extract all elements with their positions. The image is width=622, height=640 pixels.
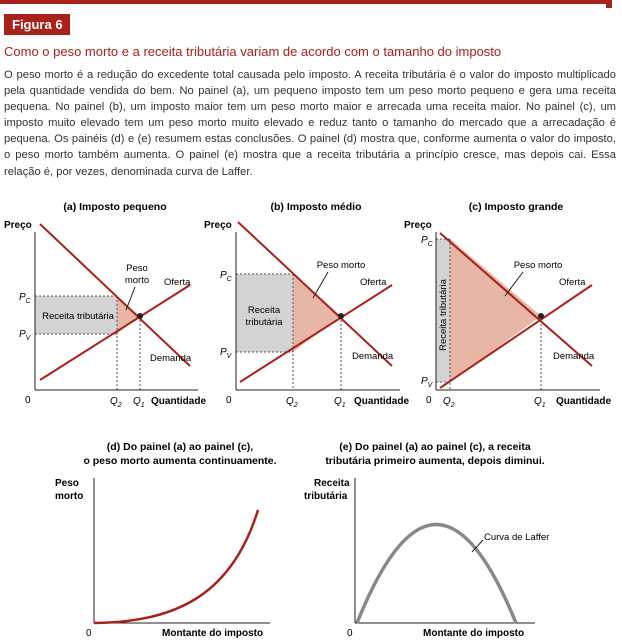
panel-e-laffer-label: Curva de Laffer — [484, 532, 550, 543]
panel-a-demand-curve — [40, 224, 190, 366]
panel-d-y-axis-label-1: Peso — [55, 478, 79, 489]
panel-b-pv-label: $P_V$ — [220, 347, 232, 360]
panel-d-y-axis-label-2: morto — [55, 491, 84, 502]
panel-b-q2-label: $Q_2$ — [286, 396, 298, 409]
panel-b-origin: 0 — [226, 395, 232, 406]
panel-c-y-axis-label: Preço — [404, 220, 432, 231]
panel-c-origin: 0 — [426, 395, 432, 406]
panel-d-deadweight-curve — [94, 510, 258, 623]
panel-a-pv-label: $P_V$ — [19, 329, 31, 342]
panel-b-x-axis-label: Quantidade — [354, 396, 410, 407]
panel-c-revenue-label: Receita tributária — [438, 279, 449, 351]
panel-a-equilibrium-point — [137, 313, 143, 319]
panel-a-title: (a) Imposto pequeno — [63, 201, 167, 213]
panel-a-q1-label: $Q_1$ — [133, 396, 145, 409]
panel-b-q1-label: $Q_1$ — [334, 396, 346, 409]
panel-c-equilibrium-point — [538, 313, 544, 319]
panel-b-supply-label: Oferta — [360, 277, 387, 288]
panel-b-title: (b) Imposto médio — [270, 201, 362, 213]
panel-b-equilibrium-point — [338, 313, 344, 319]
panel-d — [55, 441, 277, 639]
panel-c-supply-label: Oferta — [559, 277, 586, 288]
panel-d-origin: 0 — [86, 628, 92, 639]
panel-e-title-2: tributária primeiro aumenta, depois diminui. — [325, 455, 545, 467]
panel-a-deadweight-label-1: Peso — [126, 263, 148, 274]
panel-c-x-axis-label: Quantidade — [556, 396, 612, 407]
panel-b-revenue-label-2: tributária — [245, 317, 283, 328]
panel-c-title: (c) Imposto grande — [468, 201, 564, 213]
panel-d-title-1: (d) Do painel (a) ao painel (c), — [106, 441, 254, 453]
panel-b-deadweight-area — [293, 274, 341, 352]
panel-c-pc-label: $P_C$ — [421, 235, 433, 248]
panel-a-demand-label: Demanda — [150, 353, 192, 364]
panel-b-revenue-label-1: Receita — [247, 305, 281, 316]
panel-a-origin: 0 — [25, 395, 31, 406]
panel-e — [304, 441, 549, 639]
panel-e-title-1: (e) Do painel (a) ao painel (c), a receita — [339, 441, 531, 453]
panel-d-title-2: o peso morto aumenta continuamente. — [83, 455, 277, 467]
panel-a-supply-label: Oferta — [164, 277, 191, 288]
panel-a-deadweight-pointer — [126, 287, 135, 310]
panel-c-q1-label: $Q_1$ — [534, 396, 546, 409]
panel-a — [4, 201, 206, 409]
panel-b-deadweight-pointer — [313, 272, 328, 298]
panel-c — [404, 201, 611, 409]
panel-c-pv-label: $P_V$ — [421, 376, 433, 389]
figure-caption: O peso morto é a redução do excedente total causada pelo imposto. A receita tributária é o valor do imposto multiplicado pela quantidade vendida do bem. No painel (a), um pequeno imposto tem um peso morto pequeno e gera uma receita pequena. No painel (b), um imposto maior tem um peso morto maior e arrecada uma receita maior. No painel (c), um imposto muito elevado tem um peso morto muito elevado e reduz tanto o tamanho do mercado que a arrecadação é pequena. Os painéis (d) e (e) resumem estas conclusões. O painel (d) mostra que, conforme aumenta o valor do imposto, o peso morto também aumenta. O painel (e) mostra que a receita tributária a princípio cresce, mas depois cai. Essa relação é, por vezes, denominada curva de Laffer. — [4, 69, 616, 178]
panel-c-deadweight-label: Peso morto — [513, 260, 563, 271]
panel-e-x-axis-label: Montante do imposto — [423, 628, 525, 639]
panel-b-pc-label: $P_C$ — [220, 270, 232, 283]
panel-a-revenue-label: Receita tributária — [42, 311, 114, 322]
panel-c-demand-label: Demanda — [553, 351, 595, 362]
panel-b — [204, 201, 409, 409]
panel-c-q2-label: $Q_2$ — [443, 396, 455, 409]
figure-title: Como o peso morto e a receita tributária variam de acordo com o tamanho do imposto — [4, 44, 502, 59]
panel-b-y-axis-label: Preço — [204, 220, 232, 231]
panel-e-y-axis-label-1: Receita — [314, 478, 350, 489]
panel-c-deadweight-pointer — [505, 272, 523, 296]
panel-b-deadweight-label: Peso morto — [316, 260, 366, 271]
panel-b-demand-label: Demanda — [352, 351, 394, 362]
panel-e-y-axis-label-2: tributária — [304, 491, 348, 502]
panel-d-x-axis-label: Montante do imposto — [162, 628, 264, 639]
panel-a-q2-label: $Q_2$ — [110, 396, 122, 409]
panel-e-origin: 0 — [347, 628, 353, 639]
panel-a-y-axis-label: Preço — [4, 220, 32, 231]
panel-a-x-axis-label: Quantidade — [151, 396, 207, 407]
panel-a-deadweight-label-2: morto — [124, 275, 150, 286]
panel-a-pc-label: $P_C$ — [19, 292, 31, 305]
figure-label: Figura 6 — [4, 14, 70, 35]
